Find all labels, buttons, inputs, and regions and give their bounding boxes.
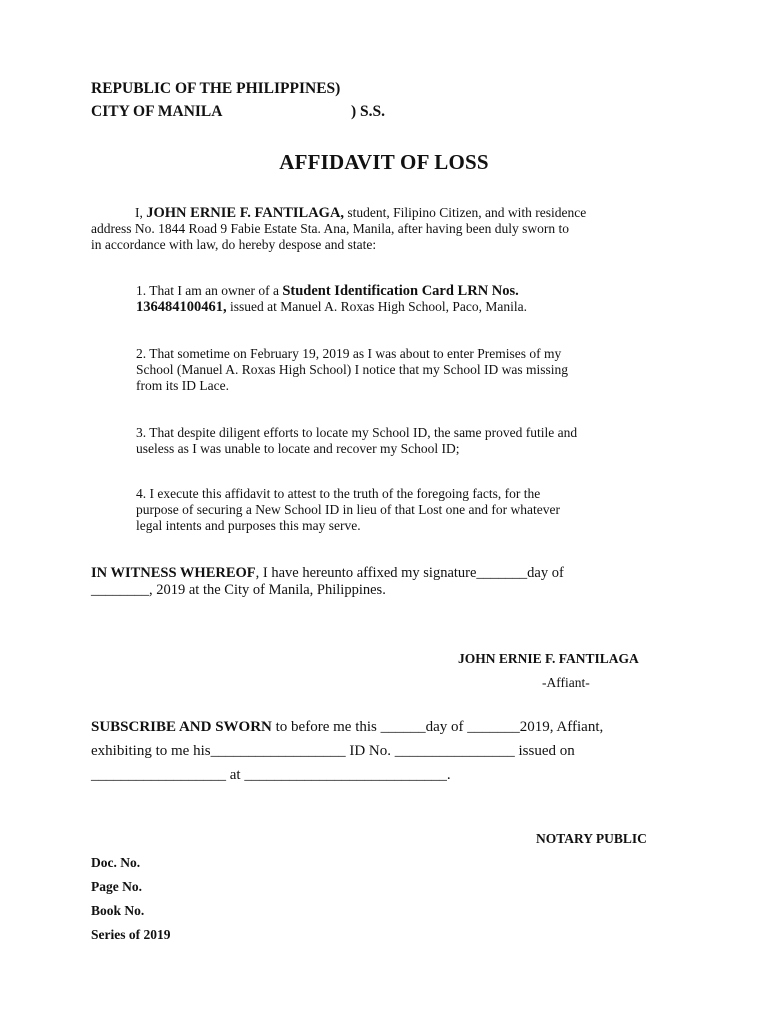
item-3 xyxy=(136,425,696,457)
subscribe-line-3: __________________ at ___________________________. xyxy=(91,767,451,783)
subscribe-line-1 xyxy=(91,719,603,736)
doc-no-label: Doc. No. xyxy=(91,855,141,870)
item-2 xyxy=(136,346,696,394)
intro-rest: student, Filipino Citizen, and with residence xyxy=(344,205,587,220)
item-3-line-2: useless as I was unable to locate and recover my School ID; xyxy=(136,441,460,456)
item-4-line-3: legal intents and purposes this may serve. xyxy=(136,518,361,533)
subscribe-line-2: exhibiting to me his__________________ ID No. ________________ issued on xyxy=(91,743,575,759)
header-line-republic: REPUBLIC OF THE PHILIPPINES) xyxy=(91,80,341,97)
item-2-line-1: 2. That sometime on February 19, 2019 as I was about to enter Premises of my xyxy=(136,346,562,361)
item-2-line-2: School (Manuel A. Roxas High School) I notice that my School ID was missing xyxy=(136,362,568,377)
item-2-line-3: from its ID Lace. xyxy=(136,378,229,393)
page-no-label: Page No. xyxy=(91,879,142,894)
intro-line-3: in accordance with law, do hereby despose and state: xyxy=(91,237,377,252)
book-no-label: Book No. xyxy=(91,903,145,918)
intro-prefix: I, xyxy=(135,205,147,220)
notary-public-label: NOTARY PUBLIC xyxy=(536,831,647,846)
affiant-label: -Affiant- xyxy=(542,675,590,690)
intro-paragraph xyxy=(91,205,691,253)
item-4-line-1: 4. I execute this affidavit to attest to the truth of the foregoing facts, for the xyxy=(136,486,541,501)
affiant-signature-name: JOHN ERNIE F. FANTILAGA xyxy=(458,651,639,666)
subscribe-bold: SUBSCRIBE AND SWORN xyxy=(91,719,272,735)
header-line-city: CITY OF MANILA xyxy=(91,103,223,120)
affiant-name-inline: JOHN ERNIE F. FANTILAGA, xyxy=(146,205,345,221)
witness-paragraph xyxy=(91,565,691,599)
intro-line-2: address No. 1844 Road 9 Fabie Estate Sta. Ana, Manila, after having been duly sworn to xyxy=(91,221,570,236)
series-label: Series of 2019 xyxy=(91,927,171,942)
header-ss: ) S.S. xyxy=(351,103,386,120)
witness-bold: IN WITNESS WHEREOF xyxy=(91,565,256,581)
subscribe-rest: to before me this ______day of _______2019, Affiant, xyxy=(271,719,604,735)
item-1-prefix: 1. That I am an owner of a xyxy=(136,283,283,298)
item-3-line-1: 3. That despite diligent efforts to locate my School ID, the same proved futile and xyxy=(136,425,578,440)
item-1-bold-1: Student Identification Card LRN Nos. xyxy=(282,283,519,299)
witness-line-2: ________, 2019 at the City of Manila, Philippines. xyxy=(91,582,386,598)
item-1-bold-2: 136484100461, xyxy=(136,299,227,315)
witness-rest: , I have hereunto affixed my signature_______day of xyxy=(255,565,564,581)
item-1-rest: issued at Manuel A. Roxas High School, Paco, Manila. xyxy=(226,299,527,314)
item-4 xyxy=(136,486,696,534)
item-4-line-2: purpose of securing a New School ID in lieu of that Lost one and for whatever xyxy=(136,502,561,517)
document-title: AFFIDAVIT OF LOSS xyxy=(279,150,489,174)
item-1 xyxy=(136,283,696,315)
